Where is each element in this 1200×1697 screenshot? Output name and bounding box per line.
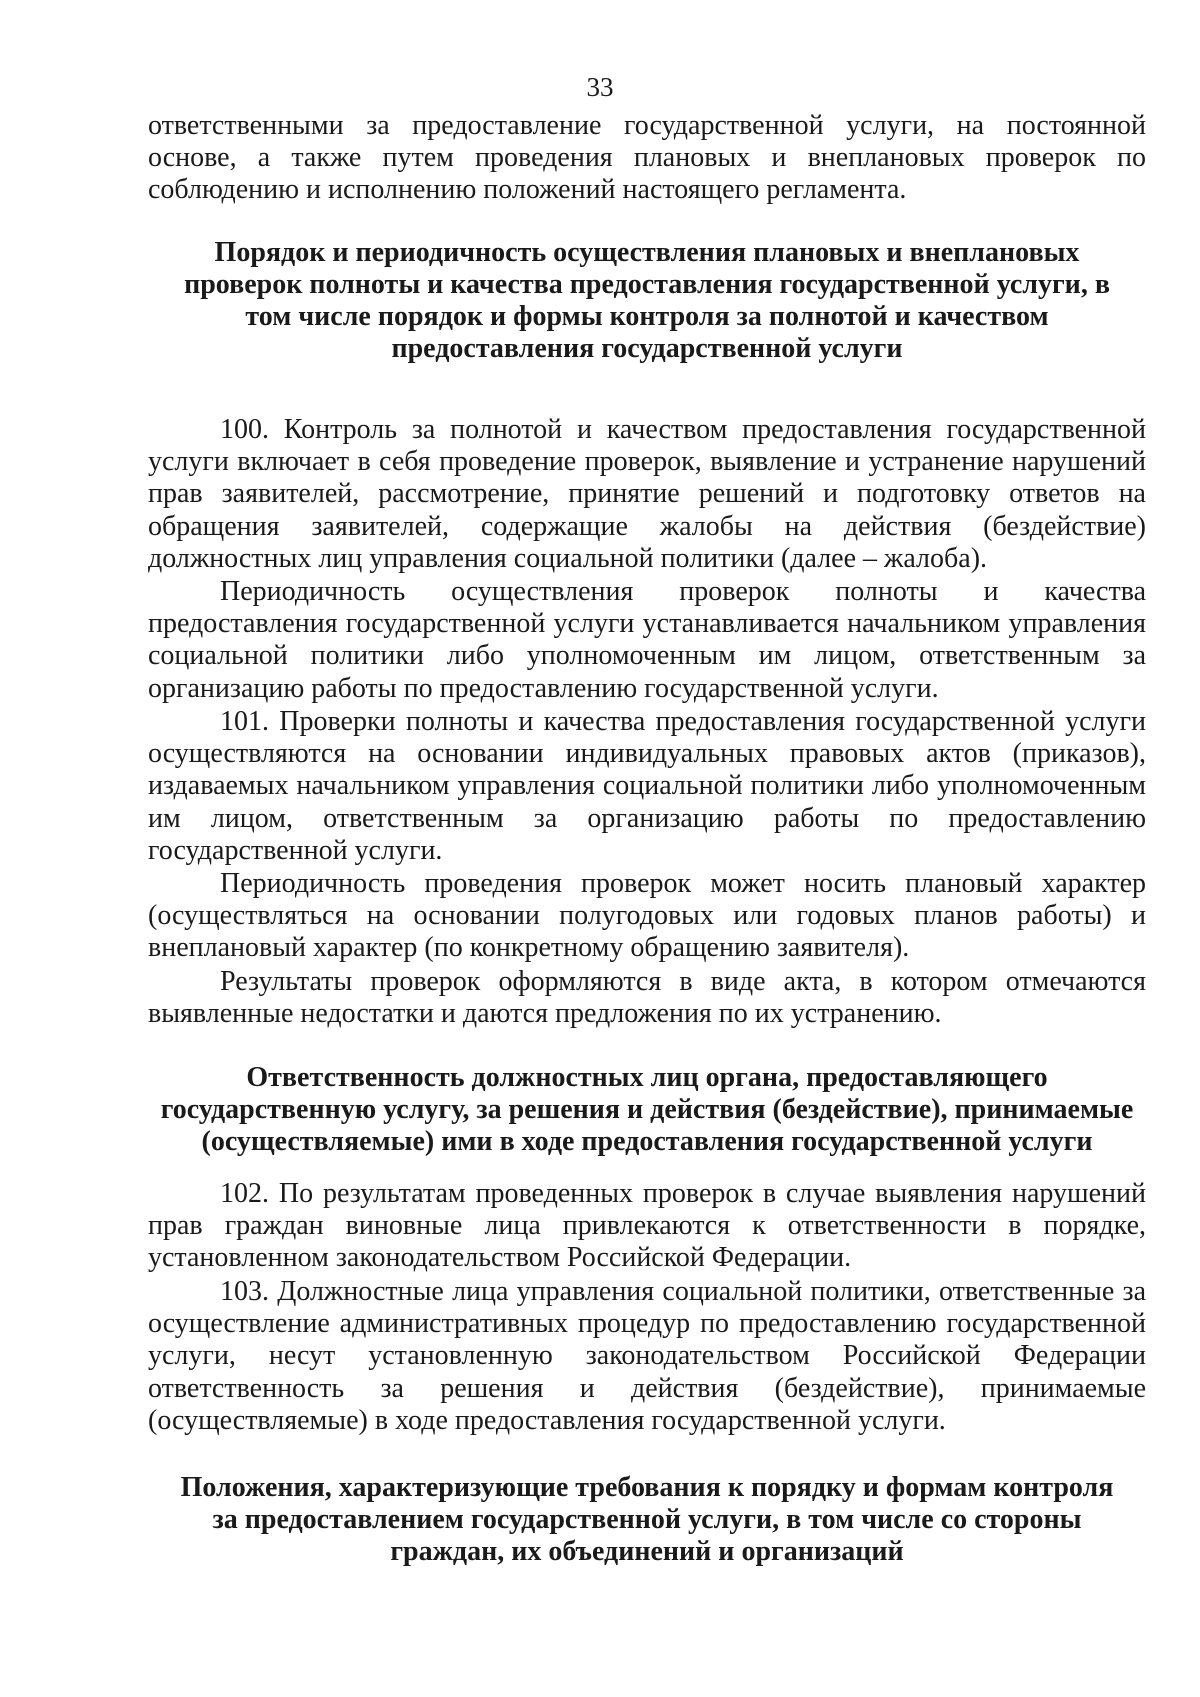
- paragraph-100-periodicity: Периодичность осуществления проверок полноты и качества предоставления государственной услуги устанавливается начальником управления социальной политики либо уполномоченным им лицом, ответственным за организацию работы по предоставлению государственной услуги.: [148, 576, 1146, 704]
- paragraph-101-periodicity: Периодичность проведения проверок может носить плановый характер (осуществляться на основании полугодовых или годовых планов работы) и внеплановый характер (по конкретному обращению заявителя).: [148, 868, 1146, 964]
- page-number: 33: [586, 72, 614, 102]
- paragraph-intro: ответственными за предоставление государственной услуги, на постоянной основе, а также путем проведения плановых и внеплановых проверок по соблюдению и исполнению положений настоящего регламента.: [148, 110, 1146, 206]
- paragraph-101-results: Результаты проверок оформляются в виде акта, в котором отмечаются выявленные недостатки и даются предложения по их устранению.: [148, 966, 1146, 1030]
- paragraph-102: 102. По результатам проведенных проверок в случае выявления нарушений прав граждан виновные лица привлекаются к ответственности в порядке, установленном законодательством Российской Федерации.: [148, 1178, 1146, 1274]
- paragraph-100: 100. Контроль за полнотой и качеством предоставления государственной услуги включает в себя проведение проверок, выявление и устранение нарушений прав заявителей, рассмотрение, принятие решений и подготовку ответов на обращения заявителей, содержащие жалобы на действия (бездействие) должностных лиц управления социальной политики (далее – жалоба).: [148, 414, 1146, 574]
- paragraph-101: 101. Проверки полноты и качества предоставления государственной услуги осуществляются на основании индивидуальных правовых актов (приказов), издаваемых начальником управления социальной политики либо уполномоченным им лицом, ответственным за организацию работы по предоставлению государственной услуги.: [148, 706, 1146, 866]
- paragraph-103: 103. Должностные лица управления социальной политики, ответственные за осуществление административных процедур по предоставлению государственной услуги, несут установленную законодательством Российской Федерации ответственность за решения и действия (бездействие), принимаемые (осуществляемые) в ходе предоставления государственной услуги.: [148, 1276, 1146, 1436]
- section-heading-inspections: Порядок и периодичность осуществления плановых и внеплановых проверок полноты и качества предоставления государственной услуги, в том числе порядок и формы контроля за полнотой и качеством предоставления государственной услуги: [184, 237, 1110, 364]
- section-heading-control-requirements: Положения, характеризующие требования к порядку и формам контроля за предоставлением государственной услуги, в том числе со стороны граждан, их объединений и организаций: [180, 1472, 1114, 1567]
- section-heading-responsibility: Ответственность должностных лиц органа, предоставляющего государственную услугу, за решения и действия (бездействие), принимаемые (осуществляемые) ими в ходе предоставления государственной услуги: [160, 1062, 1134, 1157]
